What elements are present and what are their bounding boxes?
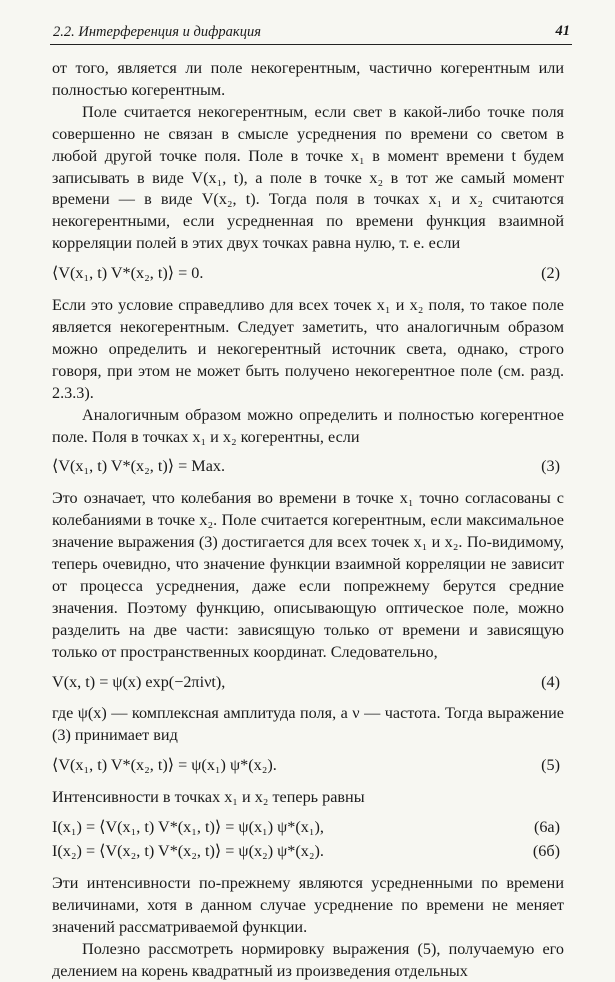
equation-number: (6а) (533, 818, 560, 837)
equation-6b (52, 841, 564, 863)
page-number: 41 (555, 23, 570, 39)
equation-6a (52, 817, 564, 839)
equation-number: (2) (541, 264, 560, 283)
paragraph: Поле считается некогерентным, если свет в какой-либо точке поля совершенно не связан в смысле усреднения по времени со светом в любой другой точке поля. Поле в точке x₁ в момент времени t будем записывать в виде V(x₁, t), а поле в точке x₂ в тот же самый момент времени — в виде V(x₂, t). Тогда поля в точках x₁ и x₂ считаются некогерентными, если усредненная по времени функция взаимной корреляции полей в этих двух точках равна нулю, т. е. если (52, 102, 564, 253)
equation-4 (52, 672, 564, 694)
equation-formula: I(x₂) = ⟨V(x₂, t) V*(x₂, t)⟩ = ψ(x₂) ψ*(x₂). (52, 842, 324, 860)
equation-number: (3) (541, 457, 560, 476)
equation-number: (6б) (532, 842, 560, 860)
paragraph: Аналогичным образом можно определить и полностью когерентное поле. Поля в точках x₁ и x₂ когерентны, если (52, 405, 564, 446)
paragraph: от того, является ли поле некогерентным, частично когерентным или полностью когерентным. (52, 59, 564, 99)
paragraph: Эти интенсивности по-прежнему являются усредненными по времени величинами, хотя в данном случае усреднение по времени не меняет значений рассматриваемой функции. (52, 873, 564, 936)
equation-formula: V(x, t) = ψ(x) exp(−2πiνt), (52, 672, 226, 691)
equation-formula: ⟨V(x₁, t) V*(x₂, t)⟩ = Max. (52, 457, 226, 476)
equation-formula: ⟨V(x₁, t) V*(x₂, t)⟩ = 0. (52, 264, 204, 283)
equation-formula: I(x₁) = ⟨V(x₁, t) V*(x₁, t)⟩ = ψ(x₁) ψ*(x₁), (52, 818, 324, 837)
equation-2 (52, 263, 564, 285)
running-header (50, 22, 572, 45)
equation-5 (52, 755, 564, 777)
paragraph: Если это условие справедливо для всех точек x₁ и x₂ поля, то такое поле является некогерентным. Следует заметить, что аналогичным образом можно определить и некогерентный источник света, однако, строго говоря, при этом не может быть получено некогерентное поле (см. разд. 2.3.3). (52, 296, 564, 402)
equation-formula: ⟨V(x₁, t) V*(x₂, t)⟩ = ψ(x₁) ψ*(x₂). (52, 756, 277, 775)
equation-number: (4) (541, 672, 560, 691)
running-title: 2.2. Интерференция и дифракция (53, 24, 261, 40)
equation-3 (52, 456, 564, 478)
paragraph: Интенсивности в точках x₁ и x₂ теперь равны (52, 788, 365, 807)
paragraph: где ψ(x) — комплексная амплитуда поля, а ν — частота. Тогда выражение (3) принимает вид (52, 704, 564, 745)
body-text (52, 58, 564, 982)
paragraph: Это означает, что колебания во времени в точке x₁ точно согласованы с колебаниями в точке x₂. Поле считается когерентным, если максимальное значение выражения (3) достигается для всех точек x₁ и x₂. По-видимому, теперь очевидно, что значение функции взаимной корреляции не зависит от процесса усреднения, даже если попрежнему берутся средние значения. Поэтому функцию, описывающую оптическое поле, можно разделить на две части: зависящую только от времени и зависящую только от пространственных координат. Следовательно, (52, 489, 564, 661)
paragraph: Полезно рассмотреть нормировку выражения (5), получаемую его делением на корень квадратный из произведения отдельных (52, 939, 564, 980)
equation-number: (5) (541, 756, 560, 775)
